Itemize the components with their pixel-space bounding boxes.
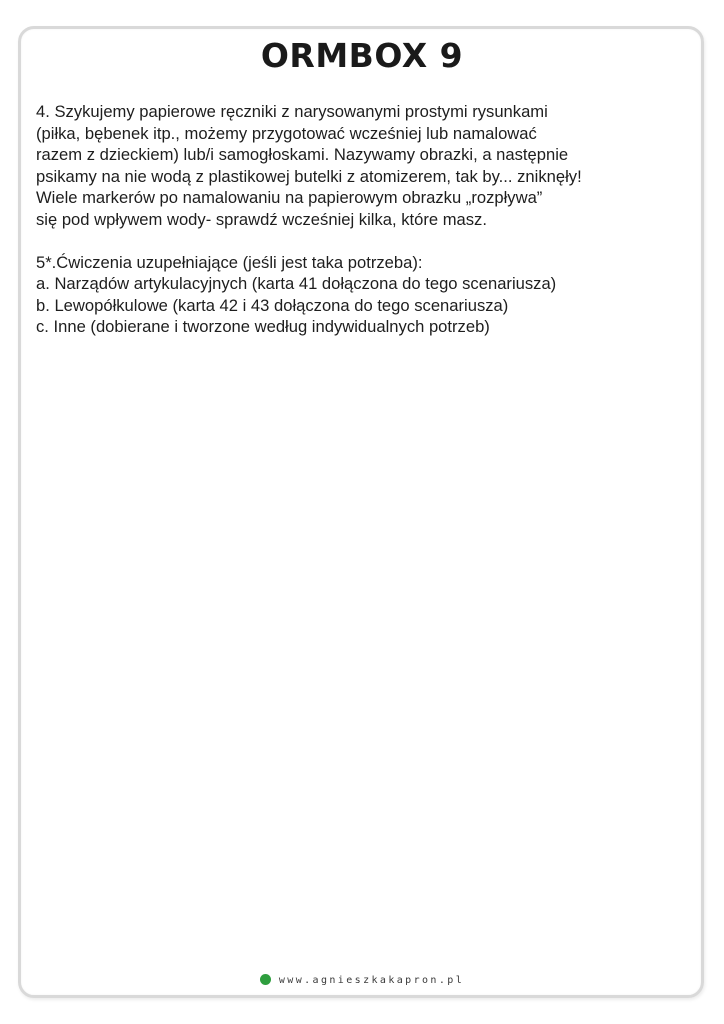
page-title: ORMBOX 9 [260,36,464,75]
section-5-item-a: a. Narządów artykulacyjnych (karta 41 dołączona do tego scenariusza) [36,274,557,293]
section-5-heading: 5*.Ćwiczenia uzupełniające (jeśli jest taka potrzeba): [36,252,423,272]
section-5 [36,252,676,338]
section-5-item-b: b. Lewopółkulowe (karta 42 i 43 dołączona do tego scenariusza) [36,295,509,315]
section-4-line: Wiele markerów po namalowaniu na papierowym obrazku „rozpływa” [36,188,543,207]
paragraph-gap [36,230,676,252]
section-5-item-c: c. Inne (dobierane i tworzone według indywidualnych potrzeb) [36,317,490,336]
footer [0,974,724,986]
section-4 [36,101,676,230]
footer-website-link[interactable]: www.agnieszkakapron.pl [278,975,465,986]
section-4-line: psikamy na nie wodą z plastikowej butelki z atomizerem, tak by... zniknęły! [36,166,582,186]
document-body [36,101,676,338]
section-4-line: razem z dzieckiem) lub/i samogłoskami. Nazywamy obrazki, a następnie [36,145,569,164]
section-4-line: (piłka, bębenek itp., możemy przygotować wcześniej lub namalować [36,123,537,143]
green-dot-icon [260,974,271,985]
section-4-line: się pod wpływem wody- sprawdź wcześniej kilka, które masz. [36,209,487,229]
section-4-line: 4. Szykujemy papierowe ręczniki z narysowanymi prostymi rysunkami [36,102,548,121]
